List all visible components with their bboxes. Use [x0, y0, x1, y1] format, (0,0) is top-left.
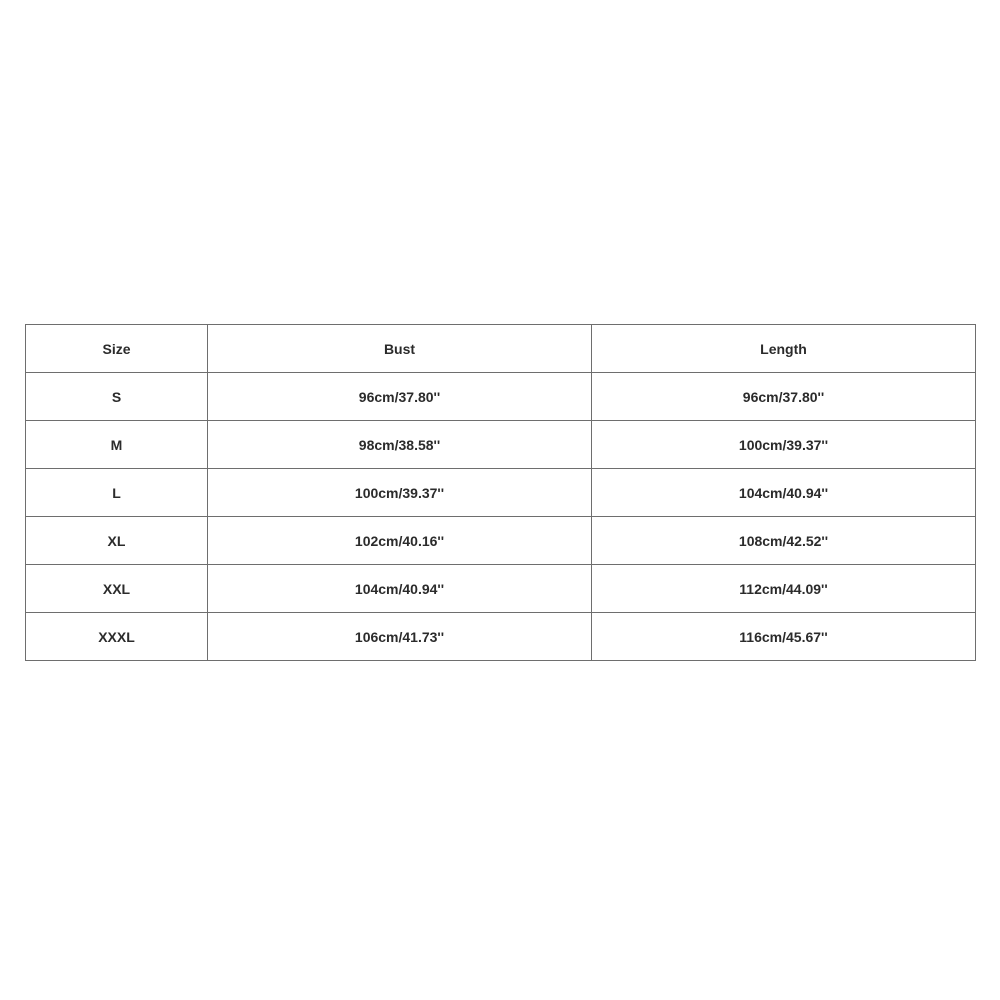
- table-row: [26, 373, 976, 421]
- bust-cell: 106cm/41.73'': [208, 613, 592, 661]
- length-cell: 108cm/42.52'': [592, 517, 976, 565]
- table-row: [26, 565, 976, 613]
- length-cell: 116cm/45.67'': [592, 613, 976, 661]
- bust-cell: 96cm/37.80'': [208, 373, 592, 421]
- size-chart-table: [25, 324, 976, 661]
- table-row: [26, 421, 976, 469]
- header-size: Size: [26, 325, 208, 373]
- size-cell: XL: [26, 517, 208, 565]
- length-cell: 100cm/39.37'': [592, 421, 976, 469]
- table-row: [26, 517, 976, 565]
- size-cell: S: [26, 373, 208, 421]
- length-cell: 112cm/44.09'': [592, 565, 976, 613]
- size-cell: L: [26, 469, 208, 517]
- table-row: [26, 613, 976, 661]
- header-length: Length: [592, 325, 976, 373]
- bust-cell: 102cm/40.16'': [208, 517, 592, 565]
- length-cell: 104cm/40.94'': [592, 469, 976, 517]
- bust-cell: 98cm/38.58'': [208, 421, 592, 469]
- size-cell: M: [26, 421, 208, 469]
- size-cell: XXXL: [26, 613, 208, 661]
- table-header-row: [26, 325, 976, 373]
- bust-cell: 100cm/39.37'': [208, 469, 592, 517]
- size-cell: XXL: [26, 565, 208, 613]
- header-bust: Bust: [208, 325, 592, 373]
- table-row: [26, 469, 976, 517]
- length-cell: 96cm/37.80'': [592, 373, 976, 421]
- bust-cell: 104cm/40.94'': [208, 565, 592, 613]
